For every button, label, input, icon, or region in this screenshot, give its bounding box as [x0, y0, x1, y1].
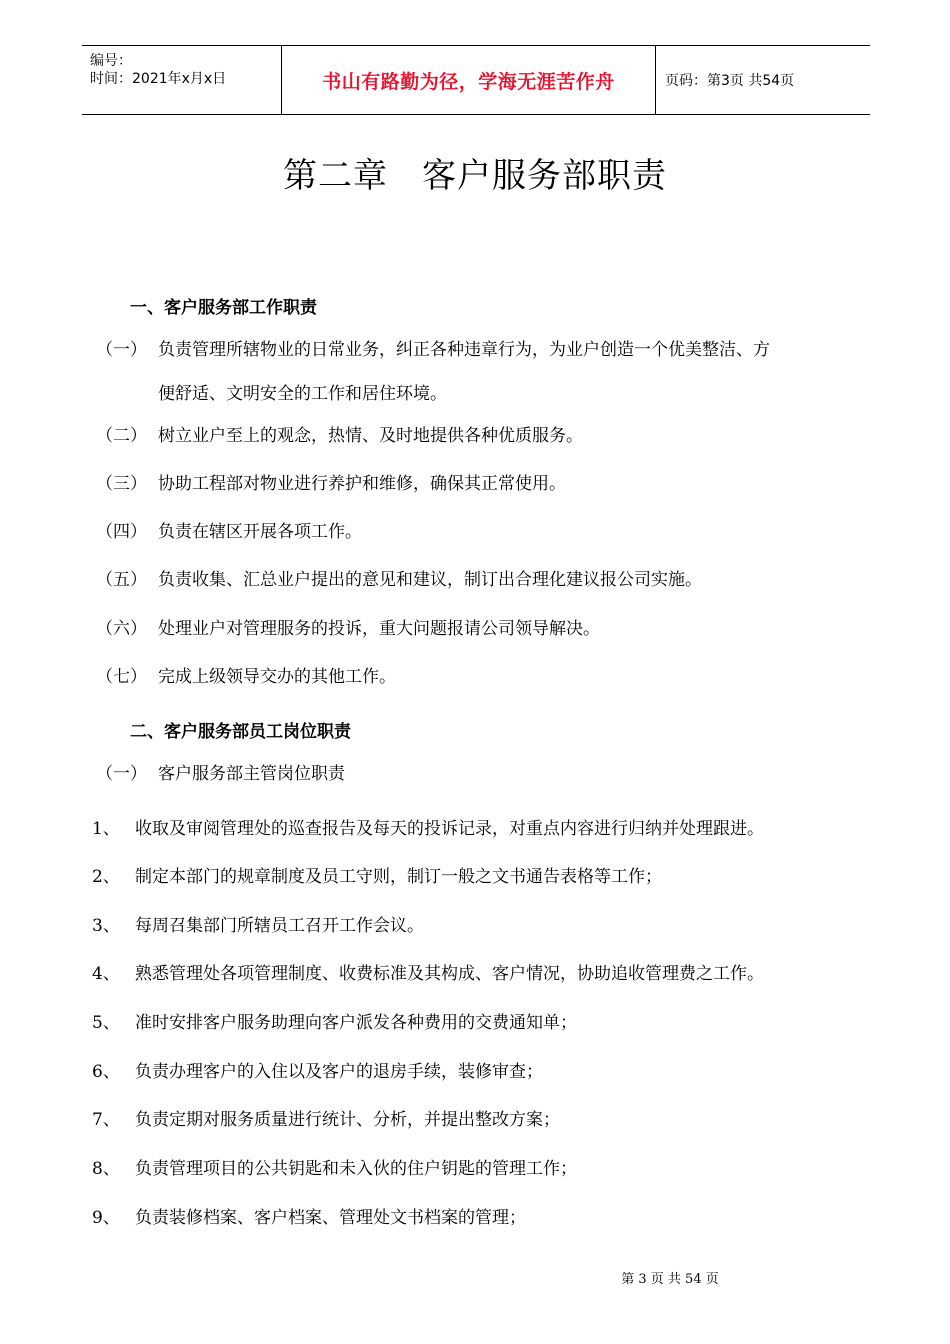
item-marker: （四） — [96, 522, 147, 542]
header-page-cell — [656, 46, 870, 114]
item-text: 准时安排客户服务助理向客户派发各种费用的交费通知单； — [135, 1013, 577, 1033]
item-marker: 6、 — [92, 1062, 120, 1082]
item-marker: （二） — [96, 426, 147, 446]
page-header — [82, 45, 870, 115]
item-marker: 4、 — [92, 964, 120, 984]
page-footer — [0, 1268, 950, 1287]
item-text: 客户服务部主管岗位职责 — [158, 764, 345, 784]
list-item — [92, 959, 764, 984]
item-marker: （一） — [96, 764, 147, 784]
item-marker: （三） — [96, 474, 147, 494]
item-text: 协助工程部对物业进行养护和维修，确保其正常使用。 — [158, 474, 566, 494]
header-motto-cell — [282, 46, 656, 114]
section-heading: 二、客户服务部员工岗位职责 — [130, 722, 351, 742]
item-marker: 2、 — [92, 867, 120, 887]
list-item — [92, 814, 764, 839]
item-marker: 7、 — [92, 1110, 120, 1130]
page-label: 页码：第3页 共54页 — [665, 73, 795, 89]
header-meta-cell — [82, 46, 282, 114]
list-item — [96, 342, 770, 359]
item-marker: 9、 — [92, 1208, 120, 1228]
item-continuation: 便舒适、文明安全的工作和居住环境。 — [158, 384, 447, 404]
list-item — [92, 1057, 543, 1082]
item-text: 负责管理项目的公共钥匙和未入伙的住户钥匙的管理工作； — [135, 1159, 577, 1179]
item-marker: （六） — [96, 619, 147, 639]
item-text: 树立业户至上的观念，热情、及时地提供各种优质服务。 — [158, 426, 583, 446]
motto-text: 书山有路勤为径，学海无涯苦作舟 — [322, 70, 615, 93]
item-text: 完成上级领导交办的其他工作。 — [158, 667, 396, 687]
list-item — [92, 1008, 577, 1033]
item-marker: 1、 — [92, 819, 120, 839]
list-item — [92, 911, 424, 936]
list-item — [96, 669, 396, 686]
item-marker: （七） — [96, 667, 147, 687]
list-item — [96, 621, 600, 638]
item-text: 负责装修档案、客户档案、管理处文书档案的管理； — [135, 1208, 526, 1228]
item-text: 负责收集、汇总业户提出的意见和建议，制订出合理化建议报公司实施。 — [158, 570, 702, 590]
list-item — [92, 1203, 526, 1228]
item-text: 每周召集部门所辖员工召开工作会议。 — [135, 916, 424, 936]
item-text: 处理业户对管理服务的投诉，重大问题报请公司领导解决。 — [158, 619, 600, 639]
number-label: 编号： — [90, 53, 132, 69]
item-text: 负责定期对服务质量进行统计、分析，并提出整改方案； — [135, 1110, 560, 1130]
sub-heading — [96, 766, 345, 783]
item-marker: 3、 — [92, 916, 120, 936]
list-item — [96, 476, 566, 493]
list-item — [92, 1154, 577, 1179]
section-heading: 一、客户服务部工作职责 — [130, 298, 317, 318]
chapter-title — [0, 148, 950, 197]
item-text: 制定本部门的规章制度及员工守则，制订一般之文书通告表格等工作； — [135, 867, 662, 887]
list-item — [96, 572, 702, 589]
item-text: 负责在辖区开展各项工作。 — [158, 522, 362, 542]
list-item — [96, 428, 583, 445]
item-text: 负责管理所辖物业的日常业务，纠正各种违章行为，为业户创造一个优美整洁、方 — [158, 340, 770, 360]
list-item — [96, 524, 362, 541]
item-marker: 8、 — [92, 1159, 120, 1179]
item-text: 负责办理客户的入住以及客户的退房手续，装修审查； — [135, 1062, 543, 1082]
footer-page-number: 第 3 页 共 54 页 — [621, 1272, 719, 1287]
item-text: 收取及审阅管理处的巡查报告及每天的投诉记录，对重点内容进行归纳并处理跟进。 — [135, 819, 764, 839]
list-item — [92, 862, 662, 887]
list-item — [92, 1105, 560, 1130]
chapter-number: 第二章 — [283, 156, 388, 196]
item-marker: （一） — [96, 340, 147, 360]
chapter-name: 客户服务部职责 — [422, 156, 667, 196]
time-label: 时间：2021年x月x日 — [90, 71, 227, 87]
item-text: 熟悉管理处各项管理制度、收费标准及其构成、客户情况，协助追收管理费之工作。 — [135, 964, 764, 984]
item-marker: （五） — [96, 570, 147, 590]
item-marker: 5、 — [92, 1013, 120, 1033]
